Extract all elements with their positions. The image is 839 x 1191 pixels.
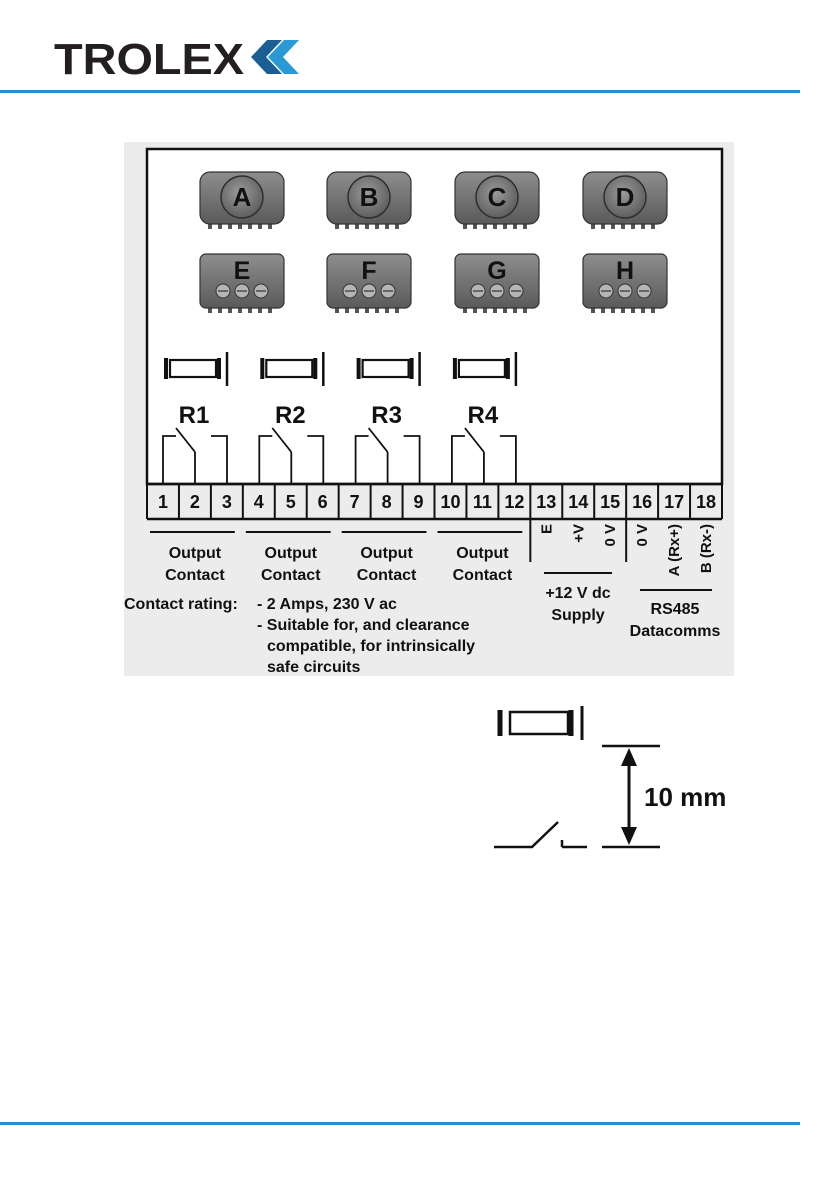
terminal-13: 13 [536, 492, 557, 512]
connector-label: B [359, 182, 379, 212]
svg-text:Contact: Contact [452, 567, 513, 584]
terminal-6: 6 [317, 492, 328, 512]
terminal-14: 14 [568, 492, 589, 512]
relay-label: R3 [371, 402, 402, 429]
relay-label: R1 [178, 402, 210, 429]
pin-label: B (Rx-) [698, 524, 716, 574]
terminal-8: 8 [381, 492, 392, 512]
terminal-16: 16 [632, 492, 653, 512]
contact-rating-line-1: - 2 Amps, 230 V ac [257, 596, 397, 613]
dimension-label: 10 mm [644, 782, 727, 812]
svg-text:Supply: Supply [551, 607, 605, 624]
pin-label: 0 V [602, 524, 620, 547]
connector-f [327, 254, 411, 313]
svg-text:Contact: Contact [165, 567, 225, 584]
logo-text: TROLEX [54, 36, 244, 82]
connector-label: E [233, 257, 251, 285]
contact-rating-label: Contact rating: [124, 596, 238, 613]
dimension-illustration [494, 706, 660, 847]
terminal-15: 15 [600, 492, 621, 512]
dimension-coil-symbol [510, 712, 568, 734]
pin-label: A (Rx+) [666, 524, 684, 577]
footer-rule [0, 1122, 800, 1125]
connector-b [327, 172, 411, 229]
terminal-2: 2 [189, 492, 200, 512]
connector-label: D [615, 182, 635, 212]
terminal-4: 4 [253, 492, 264, 512]
connector-label: C [487, 182, 507, 212]
connector-g [455, 254, 539, 313]
pin-label: 0 V [634, 524, 652, 547]
svg-text:Output: Output [264, 545, 317, 562]
terminal-12: 12 [504, 492, 525, 512]
terminal-5: 5 [285, 492, 296, 512]
terminal-9: 9 [413, 492, 424, 512]
terminal-11: 11 [472, 492, 492, 512]
terminal-10: 10 [440, 492, 461, 512]
pin-label: +V [570, 524, 588, 543]
svg-text:RS485: RS485 [650, 601, 700, 618]
svg-text:Output: Output [168, 545, 222, 562]
contact-rating-line-2: - Suitable for, and clearance [257, 617, 470, 634]
terminal-17: 17 [664, 492, 685, 512]
connector-label: H [615, 257, 635, 285]
terminal-1: 1 [157, 492, 168, 512]
connector-d [583, 172, 667, 229]
dimension-arrowhead-up [621, 748, 637, 766]
dimension-arrowhead-down [621, 827, 637, 845]
svg-text:Contact: Contact [356, 567, 417, 584]
svg-text:Datacomms: Datacomms [629, 623, 721, 640]
contact-rating-line-3: compatible, for intrinsically [267, 638, 476, 655]
relay-label: R4 [467, 402, 499, 429]
connector-e [200, 254, 284, 313]
relay-label: R2 [274, 402, 306, 429]
pin-label: E [538, 524, 556, 535]
connector-a [200, 172, 284, 229]
terminal-3: 3 [221, 492, 232, 512]
svg-text:+12 V dc: +12 V dc [545, 585, 611, 602]
svg-text:Output: Output [360, 545, 413, 562]
terminal-7: 7 [349, 492, 360, 512]
svg-text:Contact: Contact [260, 567, 321, 584]
connector-label: F [361, 257, 377, 285]
terminal-18: 18 [696, 492, 717, 512]
contact-rating-line-4: safe circuits [267, 659, 361, 676]
connector-c [455, 172, 539, 229]
connector-label: A [232, 182, 252, 212]
dimension-switch-symbol [494, 822, 558, 847]
connector-h [583, 254, 667, 313]
svg-text:Output: Output [456, 545, 509, 562]
connector-label: G [487, 257, 507, 285]
